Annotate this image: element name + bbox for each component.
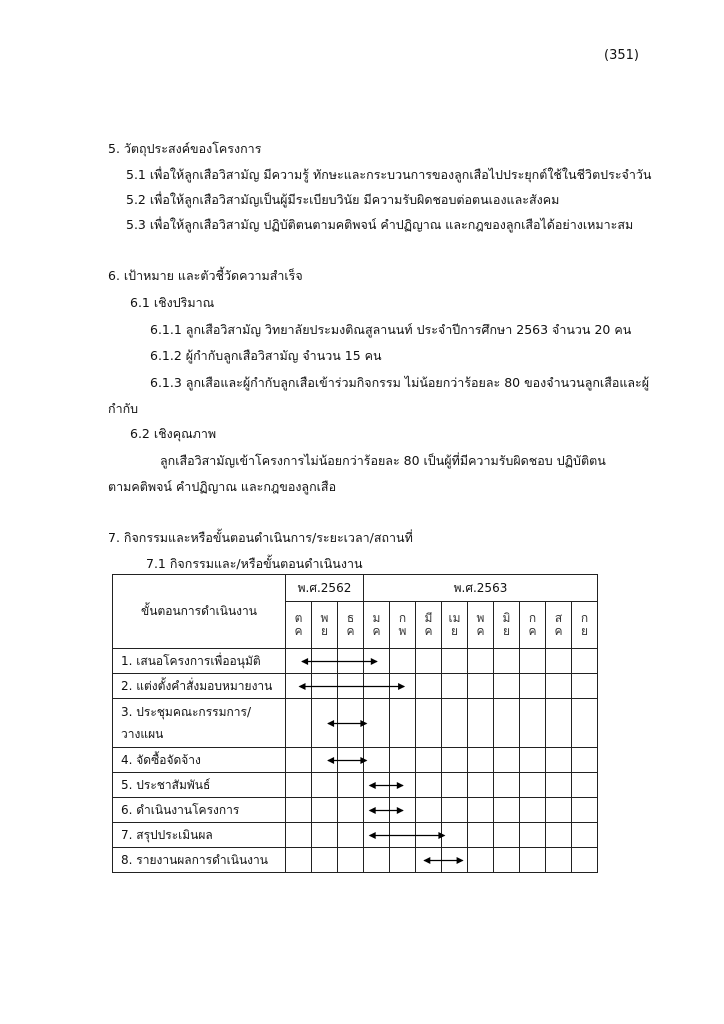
table-row xyxy=(113,823,598,848)
month-cell xyxy=(312,699,338,748)
month-cell xyxy=(364,699,390,748)
month-header-3 xyxy=(364,602,390,649)
month-cell xyxy=(572,823,598,848)
month-abbrev-part: ก xyxy=(580,611,589,625)
quality-text-line-1: ลูกเสือวิสามัญเข้าโครงการไม่น้อยกว่าร้อยละ 80 เป็นผู้ที่มีความรับผิดชอบ ปฏิบัติตน xyxy=(160,453,606,468)
month-cell xyxy=(442,773,468,798)
month-cell xyxy=(494,748,520,773)
month-abbrev-part: ธ xyxy=(346,611,355,625)
month-cell xyxy=(572,748,598,773)
month-cell xyxy=(468,848,494,873)
section-7-1-heading: 7.1 กิจกรรมและ/หรือขั้นตอนดำเนินงาน xyxy=(146,556,363,571)
month-abbrev-part: พ xyxy=(476,611,485,625)
month-cell xyxy=(286,773,312,798)
month-cell xyxy=(416,674,442,699)
month-cell xyxy=(286,748,312,773)
table-header-row xyxy=(113,575,598,602)
step-label xyxy=(113,798,286,823)
month-abbrev-part: ค xyxy=(476,624,485,638)
month-cell xyxy=(572,798,598,823)
month-header-4 xyxy=(390,602,416,649)
month-cell xyxy=(520,748,546,773)
month-cell xyxy=(312,748,338,773)
quantity-item-2: 6.1.2 ผู้กำกับลูกเสือวิสามัญ จำนวน 15 คน xyxy=(150,348,382,363)
month-cell xyxy=(546,773,572,798)
step-label xyxy=(113,823,286,848)
month-cell xyxy=(546,823,572,848)
quantity-item-1: 6.1.1 ลูกเสือวิสามัญ วิทยาลัยประมงติณสูลานนท์ ประจำปีการศึกษา 2563 จำนวน 20 คน xyxy=(150,322,632,337)
step-label xyxy=(113,848,286,873)
step-label-line: วางแผน xyxy=(121,727,164,741)
section-6-heading: 6. เป้าหมาย และตัวชี้วัดความสำเร็จ xyxy=(108,268,303,283)
month-cell xyxy=(546,674,572,699)
month-cell xyxy=(494,674,520,699)
page-number: (351) xyxy=(604,48,639,63)
month-cell xyxy=(520,798,546,823)
month-cell xyxy=(390,823,416,848)
table-row xyxy=(113,748,598,773)
month-cell xyxy=(468,823,494,848)
month-cell xyxy=(338,798,364,823)
month-cell xyxy=(416,798,442,823)
section-5-heading: 5. วัตถุประสงค์ของโครงการ xyxy=(108,141,262,156)
month-header-7 xyxy=(468,602,494,649)
month-cell xyxy=(312,798,338,823)
month-abbrev-part: พ xyxy=(398,624,407,638)
month-cell xyxy=(520,773,546,798)
month-abbrev-part: มิ xyxy=(502,611,511,625)
month-cell xyxy=(520,848,546,873)
month-cell xyxy=(338,823,364,848)
month-cell xyxy=(520,649,546,674)
month-cell xyxy=(416,848,442,873)
month-cell xyxy=(416,649,442,674)
month-abbrev-part: ค xyxy=(372,624,381,638)
month-cell xyxy=(572,773,598,798)
month-cell xyxy=(546,848,572,873)
month-cell xyxy=(442,674,468,699)
month-abbrev-part: ส xyxy=(554,611,563,625)
month-header-5 xyxy=(416,602,442,649)
month-cell xyxy=(494,649,520,674)
month-header-1 xyxy=(312,602,338,649)
quantity-item-3-line-2: กำกับ xyxy=(108,401,139,416)
month-abbrev-part: ค xyxy=(424,624,433,638)
month-cell xyxy=(572,699,598,748)
activity-schedule-table xyxy=(112,574,598,873)
month-cell xyxy=(546,798,572,823)
month-cell xyxy=(546,748,572,773)
month-cell xyxy=(338,848,364,873)
step-label xyxy=(113,674,286,699)
month-cell xyxy=(546,699,572,748)
month-cell xyxy=(338,649,364,674)
table-row xyxy=(113,773,598,798)
month-abbrev-part: ย xyxy=(502,624,511,638)
quantity-heading: 6.1 เชิงปริมาณ xyxy=(130,295,215,310)
month-cell xyxy=(468,798,494,823)
month-abbrev-part: ต xyxy=(294,611,303,625)
month-abbrev-part: ม xyxy=(372,611,381,625)
month-cell xyxy=(364,649,390,674)
table-row xyxy=(113,699,598,748)
month-cell xyxy=(468,773,494,798)
table-row xyxy=(113,848,598,873)
month-abbrev-part: มี xyxy=(424,611,433,625)
month-cell xyxy=(520,823,546,848)
month-abbrev-part: ย xyxy=(450,624,459,638)
step-label-line: 4. จัดซื้อจัดจ้าง xyxy=(121,752,201,767)
step-label-line: 8. รายงานผลการดำเนินงาน xyxy=(121,852,268,867)
month-cell xyxy=(364,848,390,873)
month-abbrev-part: ค xyxy=(528,624,537,638)
month-cell xyxy=(286,798,312,823)
table-row xyxy=(113,798,598,823)
month-cell xyxy=(468,649,494,674)
month-cell xyxy=(364,674,390,699)
step-label-line: 2. แต่งตั้งคำสั่งมอบหมายงาน xyxy=(121,678,273,693)
month-cell xyxy=(442,848,468,873)
month-abbrev-part: เม xyxy=(448,611,461,625)
month-cell xyxy=(312,848,338,873)
month-cell xyxy=(468,748,494,773)
month-abbrev-part: ก xyxy=(398,611,407,625)
section-5-item-3: 5.3 เพื่อให้ลูกเสือวิสามัญ ปฏิบัติตนตามคติพจน์ คำปฏิญาณ และกฎของลูกเสือได้อย่างเหมาะสม xyxy=(126,217,634,232)
month-cell xyxy=(390,649,416,674)
month-cell xyxy=(312,773,338,798)
step-label xyxy=(113,773,286,798)
year-2563-header: พ.ศ.2563 xyxy=(364,575,598,602)
section-5-item-1: 5.1 เพื่อให้ลูกเสือวิสามัญ มีความรู้ ทักษะและกระบวนการของลูกเสือไปประยุกต์ใช้ในชีวิตประจำวัน xyxy=(126,167,652,182)
month-cell xyxy=(286,674,312,699)
section-7-heading: 7. กิจกรรมและหรือขั้นตอนดำเนินการ/ระยะเวลา/สถานที่ xyxy=(108,530,413,545)
month-abbrev-part: ค xyxy=(294,624,303,638)
step-label-line: 7. สรุปประเมินผล xyxy=(121,827,213,842)
month-abbrev-part: ย xyxy=(320,624,329,638)
step-column-header: ขั้นตอนการดำเนินงาน xyxy=(113,575,286,649)
month-abbrev-part: ย xyxy=(580,624,589,638)
month-header-10 xyxy=(546,602,572,649)
month-header-9 xyxy=(520,602,546,649)
month-header-2 xyxy=(338,602,364,649)
month-abbrev-part: ค xyxy=(554,624,563,638)
month-cell xyxy=(572,674,598,699)
month-cell xyxy=(312,674,338,699)
month-abbrev-part: ค xyxy=(346,624,355,638)
month-cell xyxy=(442,823,468,848)
quality-text-line-2: ตามคติพจน์ คำปฏิญาณ และกฎของลูกเสือ xyxy=(108,479,337,494)
year-2562-header: พ.ศ.2562 xyxy=(286,575,364,602)
month-cell xyxy=(416,773,442,798)
month-cell xyxy=(494,848,520,873)
month-cell xyxy=(338,674,364,699)
month-header-8 xyxy=(494,602,520,649)
month-cell xyxy=(442,699,468,748)
month-cell xyxy=(286,649,312,674)
table-row xyxy=(113,674,598,699)
month-cell xyxy=(312,823,338,848)
step-label xyxy=(113,748,286,773)
month-cell xyxy=(442,748,468,773)
month-cell xyxy=(390,748,416,773)
month-cell xyxy=(520,699,546,748)
month-cell xyxy=(286,699,312,748)
month-cell xyxy=(390,848,416,873)
month-cell xyxy=(364,773,390,798)
month-cell xyxy=(494,798,520,823)
month-cell xyxy=(364,823,390,848)
month-cell xyxy=(494,773,520,798)
month-cell xyxy=(442,649,468,674)
month-cell xyxy=(286,823,312,848)
month-cell xyxy=(416,699,442,748)
month-cell xyxy=(468,674,494,699)
month-cell xyxy=(390,699,416,748)
month-cell xyxy=(494,699,520,748)
step-label-line: 3. ประชุมคณะกรรมการ/ xyxy=(121,705,251,719)
month-cell xyxy=(442,798,468,823)
month-cell xyxy=(572,649,598,674)
month-header-0 xyxy=(286,602,312,649)
month-cell xyxy=(286,848,312,873)
month-abbrev-part: ก xyxy=(528,611,537,625)
month-header-6 xyxy=(442,602,468,649)
month-header-11 xyxy=(572,602,598,649)
month-cell xyxy=(364,748,390,773)
month-cell xyxy=(364,798,390,823)
month-cell xyxy=(520,674,546,699)
table-row xyxy=(113,649,598,674)
month-cell xyxy=(468,699,494,748)
month-cell xyxy=(312,649,338,674)
month-cell xyxy=(416,748,442,773)
month-abbrev-part: พ xyxy=(320,611,329,625)
quantity-item-3-line-1: 6.1.3 ลูกเสือและผู้กำกับลูกเสือเข้าร่วมกิจกรรม ไม่น้อยกว่าร้อยละ 80 ของจำนวนลูกเสือและผู้ xyxy=(150,375,650,390)
month-cell xyxy=(390,773,416,798)
month-cell xyxy=(338,699,364,748)
month-cell xyxy=(494,823,520,848)
month-cell xyxy=(390,674,416,699)
month-cell xyxy=(390,798,416,823)
step-label xyxy=(113,699,286,748)
step-label-line: 1. เสนอโครงการเพื่ออนุมัติ xyxy=(121,653,261,668)
step-label-line: 5. ประชาสัมพันธ์ xyxy=(121,777,211,792)
step-label-line: 6. ดำเนินงานโครงการ xyxy=(121,802,240,817)
month-cell xyxy=(572,848,598,873)
quality-heading: 6.2 เชิงคุณภาพ xyxy=(130,426,217,441)
month-cell xyxy=(546,649,572,674)
section-5-item-2: 5.2 เพื่อให้ลูกเสือวิสามัญเป็นผู้มีระเบียบวินัย มีความรับผิดชอบต่อตนเองและสังคม xyxy=(126,192,560,207)
step-label xyxy=(113,649,286,674)
month-cell xyxy=(338,773,364,798)
month-cell xyxy=(416,823,442,848)
month-cell xyxy=(338,748,364,773)
